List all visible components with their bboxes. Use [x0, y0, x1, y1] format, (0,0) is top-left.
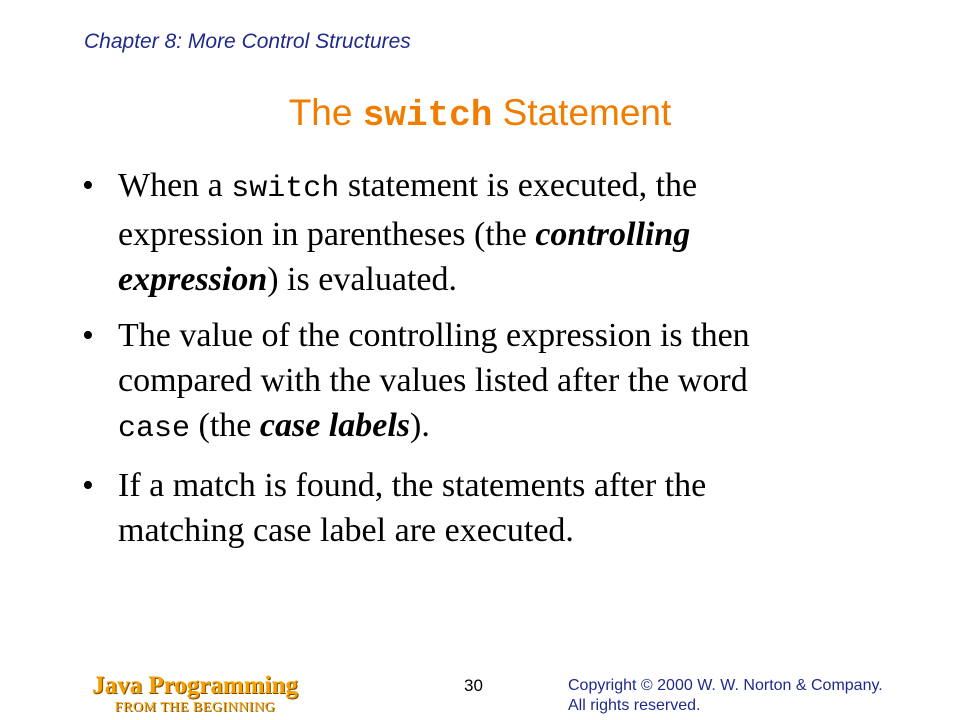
bullet-text: The value of the controlling expression is then compared with the values listed after the word	[118, 317, 750, 399]
bullet-text: statement is executed, the expression in parentheses (the	[118, 167, 698, 253]
bullet-dot: •	[82, 167, 94, 204]
bullet-list	[82, 163, 822, 564]
emphasized-term: controlling expression	[118, 216, 691, 298]
book-logo	[80, 672, 310, 716]
copyright-notice	[568, 676, 908, 716]
title-text-after: Statement	[492, 92, 672, 133]
bullet-text: ).	[410, 407, 430, 444]
emphasized-term: case labels	[259, 407, 411, 444]
bullet-text: ) is evaluated.	[267, 261, 457, 298]
bullet-dot: •	[82, 317, 94, 354]
slide-title	[0, 92, 960, 136]
bullet-item	[82, 163, 822, 302]
bullet-item	[82, 463, 822, 553]
code-keyword: switch	[231, 172, 340, 206]
copyright-line: All rights reserved.	[568, 697, 701, 714]
logo-title: Java Programming	[92, 672, 298, 699]
title-text-before: The	[288, 92, 363, 133]
chapter-header: Chapter 8: More Control Structures	[84, 30, 411, 53]
logo-subtitle: FROM THE BEGINNING	[114, 700, 276, 715]
code-keyword: case	[118, 412, 191, 446]
bullet-item	[82, 313, 822, 452]
copyright-line: Copyright © 2000 W. W. Norton & Company.	[568, 677, 883, 694]
bullet-text: If a match is found, the statements after the matching case label are executed.	[118, 467, 707, 549]
bullet-dot: •	[82, 467, 94, 504]
title-code-keyword: switch	[362, 95, 493, 136]
bullet-text: When a	[118, 167, 232, 204]
bullet-text: (the	[190, 407, 260, 444]
page-number: 30	[464, 676, 483, 695]
